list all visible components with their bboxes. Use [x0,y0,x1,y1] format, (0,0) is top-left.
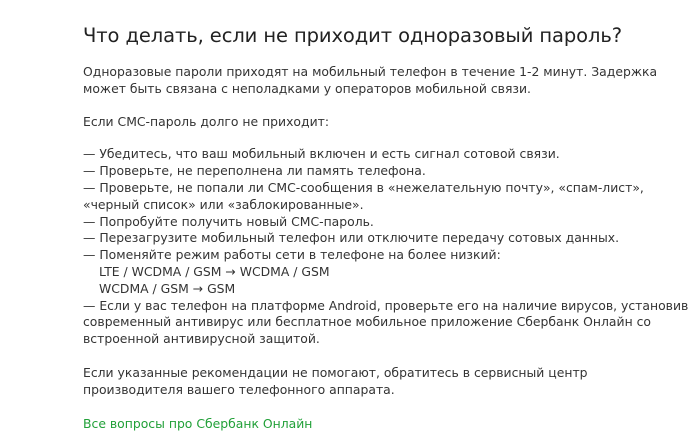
faq-article [83,22,689,433]
all-questions-link[interactable]: Все вопросы про Сбербанк Онлайн [83,415,313,431]
network-mode-option: LTE / WCDMA / GSM → WCDMA / GSM [99,263,330,279]
article-title: Что делать, если не приходит одноразовый пароль? [83,24,622,47]
tip-item: — Проверьте, не попали ли СМС-сообщения в «нежелательную почту», «спам-лист», [83,179,644,195]
tips-list [83,146,689,348]
intro-paragraph: Одноразовые пароли приходят на мобильный телефон в течение 1-2 минут. Задержка может быть связана с неполадками у операторов мобильной связи. [83,64,658,96]
tip-item-continuation: современный антивирус или бесплатное мобильное приложение Сбербанк Онлайн со [83,314,652,330]
lead-paragraph: Если СМС-пароль долго не приходит: [83,113,330,129]
outro-paragraph: Если указанные рекомендации не помогают, обратитесь в сервисный центр производителя вашего телефонного аппарата. [83,364,588,397]
tip-item: — Перезагрузите мобильный телефон или отключите передачу сотовых данных. [83,230,620,246]
network-mode-option: WCDMA / GSM → GSM [99,280,236,296]
tip-item: — Поменяйте режим работы сети в телефоне на более низкий: [83,247,501,263]
tip-item-continuation: встроенной антивирусной защитой. [83,331,320,347]
tip-item: — Проверьте, не переполнена ли память телефона. [83,163,426,179]
tip-item: — Попробуйте получить новый СМС-пароль. [83,213,374,229]
tip-item: — Если у вас телефон на платформе Android, проверьте его на наличие вирусов, установив [83,297,689,313]
tip-item-continuation: «черный список» или «заблокированные». [83,196,364,212]
tip-item: — Убедитесь, что ваш мобильный включен и есть сигнал сотовой связи. [83,146,560,162]
